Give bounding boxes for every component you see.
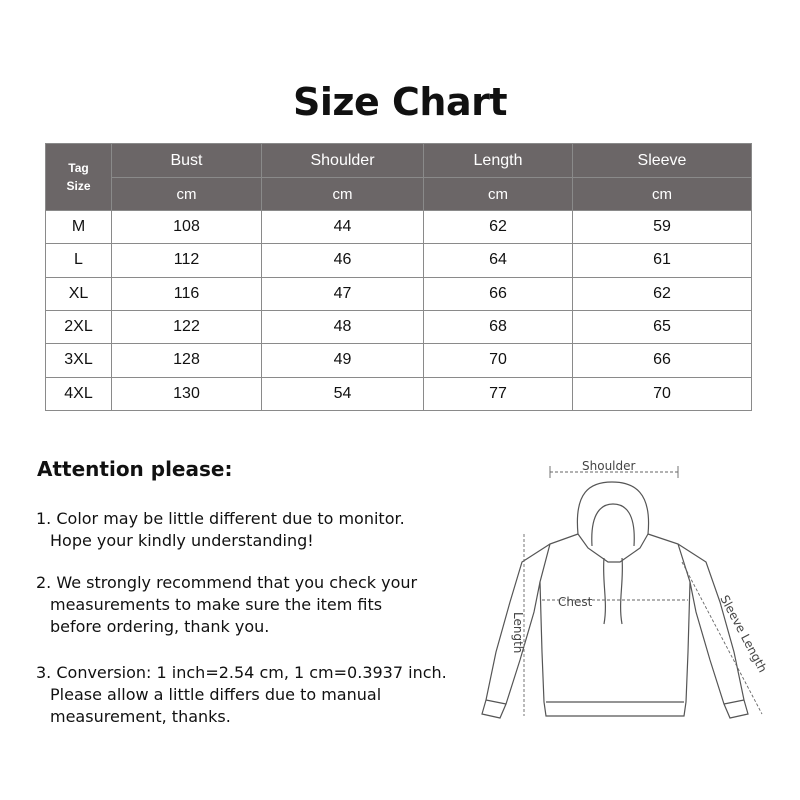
length-cell: 66 xyxy=(424,277,573,310)
length-cell: 68 xyxy=(424,310,573,343)
note-line: measurement, thanks. xyxy=(50,707,231,726)
hood-inner xyxy=(592,504,634,546)
tag-header-line1: Tag xyxy=(68,161,89,175)
column-header-length: Length xyxy=(424,144,573,178)
sleeve-cell: 70 xyxy=(573,377,752,410)
hoodie-measurement-diagram xyxy=(470,452,780,742)
size-cell: 2XL xyxy=(46,310,112,343)
length-cell: 64 xyxy=(424,244,573,277)
column-header-shoulder: Shoulder xyxy=(262,144,424,178)
sleeve-cell: 61 xyxy=(573,244,752,277)
length-cell: 77 xyxy=(424,377,573,410)
size-cell: 3XL xyxy=(46,344,112,377)
bust-cell: 108 xyxy=(112,211,262,244)
note-line: Hope your kindly understanding! xyxy=(50,531,314,550)
attention-title: Attention please: xyxy=(37,457,233,481)
sleeve-length-label: Sleeve Length xyxy=(717,592,770,675)
table-row xyxy=(46,310,752,343)
column-header-sleeve: Sleeve xyxy=(573,144,752,178)
length-cell: 62 xyxy=(424,211,573,244)
size-cell: M xyxy=(46,211,112,244)
shoulder-cell: 49 xyxy=(262,344,424,377)
note-item xyxy=(36,662,466,728)
table-row xyxy=(46,244,752,277)
size-table xyxy=(45,143,752,411)
tag-size-header xyxy=(46,144,112,211)
sleeve-cell: 65 xyxy=(573,310,752,343)
note-item xyxy=(36,508,466,552)
bust-cell: 122 xyxy=(112,310,262,343)
shoulder-cell: 44 xyxy=(262,211,424,244)
shoulder-cell: 47 xyxy=(262,277,424,310)
unit-header-shoulder: cm xyxy=(262,178,424,211)
left-cuff xyxy=(486,700,506,704)
note-line: 2. We strongly recommend that you check your xyxy=(36,573,418,592)
length-cell: 70 xyxy=(424,344,573,377)
note-line: Please allow a little differs due to manual xyxy=(50,685,382,704)
right-cuff xyxy=(724,700,744,704)
body-outline xyxy=(540,534,690,716)
sleeve-cell: 66 xyxy=(573,344,752,377)
note-line: measurements to make sure the item fits xyxy=(50,595,383,614)
size-cell: 4XL xyxy=(46,377,112,410)
note-item xyxy=(36,572,466,638)
table-row xyxy=(46,377,752,410)
note-line: 3. Conversion: 1 inch=2.54 cm, 1 cm=0.3937 inch. xyxy=(36,663,447,682)
table-row xyxy=(46,211,752,244)
note-line: 1. Color may be little different due to monitor. xyxy=(36,509,405,528)
unit-header-length: cm xyxy=(424,178,573,211)
bust-cell: 130 xyxy=(112,377,262,410)
sleeve-cell: 62 xyxy=(573,277,752,310)
drawstring-left xyxy=(604,558,606,624)
unit-header-bust: cm xyxy=(112,178,262,211)
column-header-bust: Bust xyxy=(112,144,262,178)
shoulder-cell: 46 xyxy=(262,244,424,277)
bust-cell: 112 xyxy=(112,244,262,277)
chest-label: Chest xyxy=(558,595,593,609)
bust-cell: 128 xyxy=(112,344,262,377)
hood-outline xyxy=(577,482,648,562)
shoulder-label: Shoulder xyxy=(582,459,636,473)
shoulder-cell: 48 xyxy=(262,310,424,343)
unit-header-sleeve: cm xyxy=(573,178,752,211)
drawstring-right xyxy=(621,558,623,624)
bust-cell: 116 xyxy=(112,277,262,310)
size-cell: XL xyxy=(46,277,112,310)
table-row xyxy=(46,277,752,310)
length-label: Length xyxy=(511,612,525,654)
page-title: Size Chart xyxy=(292,80,507,124)
note-line: before ordering, thank you. xyxy=(50,617,270,636)
sleeve-cell: 59 xyxy=(573,211,752,244)
table-row xyxy=(46,344,752,377)
tag-header-line2: Size xyxy=(66,179,91,193)
shoulder-cell: 54 xyxy=(262,377,424,410)
size-cell: L xyxy=(46,244,112,277)
